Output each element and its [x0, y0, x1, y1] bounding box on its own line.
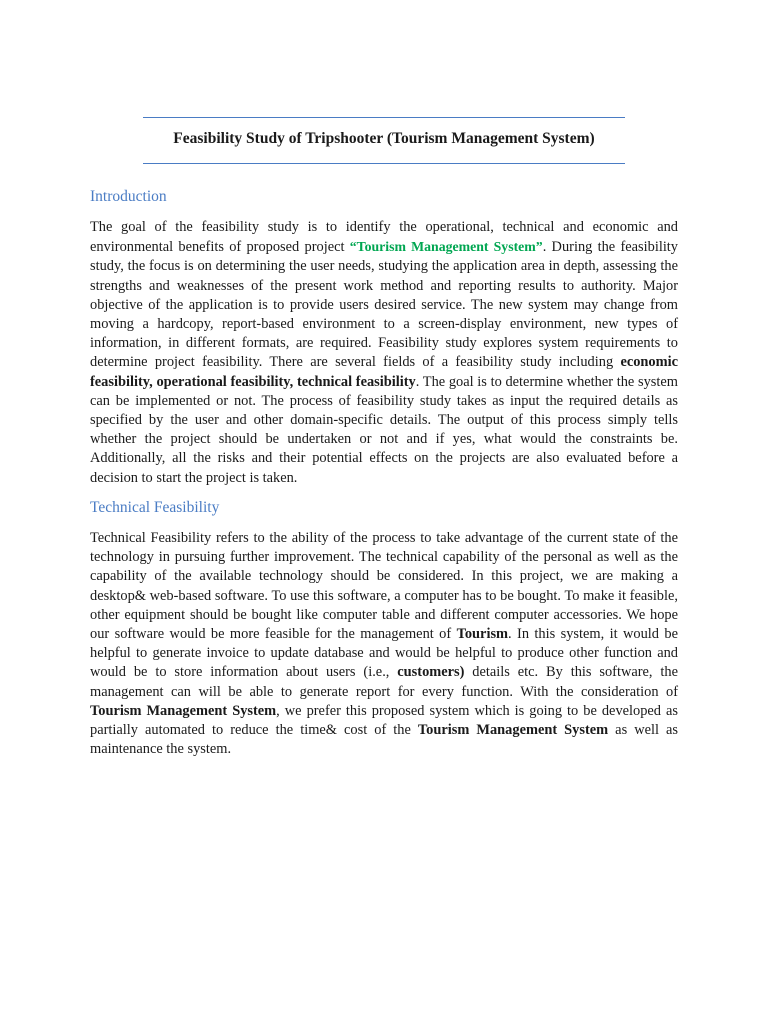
text-run: . In this system, it would be helpful to generate invoice to update database and would be helpful to produce other function and would be to store information about users (i.e., — [90, 626, 678, 681]
text-run: Technical Feasibility refers to the ability of the process to take advantage of the current state of the technology in pursuing further improvement. The technical capability of the personal as well as the capability of the available technology should be considered. In this project, we are making a desktop& web-based software. To use this software, a computer has to be bought. To make it feasible, other equipment should be bought like computer table and different computer accessories. We hope our software would be more feasible for the management of — [90, 530, 678, 643]
bold-text-run: Tourism — [456, 626, 509, 643]
text-run: as well as maintenance the system. — [90, 722, 679, 758]
bold-text-run: Tourism Management System — [417, 722, 609, 739]
introduction-paragraph — [90, 218, 678, 488]
section-heading-technical-feasibility: Technical Feasibility — [90, 499, 220, 516]
document-title: Feasibility Study of Tripshooter (Tourism Management System) — [173, 130, 595, 147]
text-run: . During the feasibility study, the focus is on determining the user needs, studying the application area in depth, assessing the strengths and weaknesses of the present work method and reporting results to authority. Major objective of the application is to provide users desired service. The new system may change from moving a hardcopy, report-based environment to a screen-display environment, new types of information, in different formats, are required. Feasibility study explores system requirements to determine project feasibility. There are several fields of a feasibility study including — [90, 239, 679, 371]
bold-text-run: Tourism Management System — [90, 702, 277, 719]
technical-feasibility-paragraph — [90, 529, 678, 759]
project-name-highlight: “Tourism Management System” — [349, 239, 543, 255]
bold-text-run: economic feasibility, operational feasibility, technical feasibility — [90, 354, 678, 390]
title-top-rule — [143, 117, 625, 118]
title-bottom-rule — [143, 163, 625, 164]
text-run: . The goal is to determine whether the system can be implemented or not. The process of feasibility study takes as input the required details as specified by the user and other domain-specific details. The output of this process simply tells whether the project should be undertaken or not and if yes, what would the constraints be. Additionally, all the risks and their potential effects on the projects are also evaluated before a decision to start the project is taken. — [90, 373, 678, 486]
text-run: , we prefer this proposed system which is going to be developed as partially automated to reduce the time& cost of the — [90, 702, 678, 739]
text-run: The goal of the feasibility study is to identify the operational, technical and economic and environmental benefits of proposed project — [90, 219, 678, 256]
section-heading-introduction: Introduction — [90, 188, 167, 205]
bold-text-run: customers) — [397, 664, 465, 681]
text-run: details etc. By this software, the management can will be able to generate report for every function. With the consideration of — [90, 664, 678, 700]
